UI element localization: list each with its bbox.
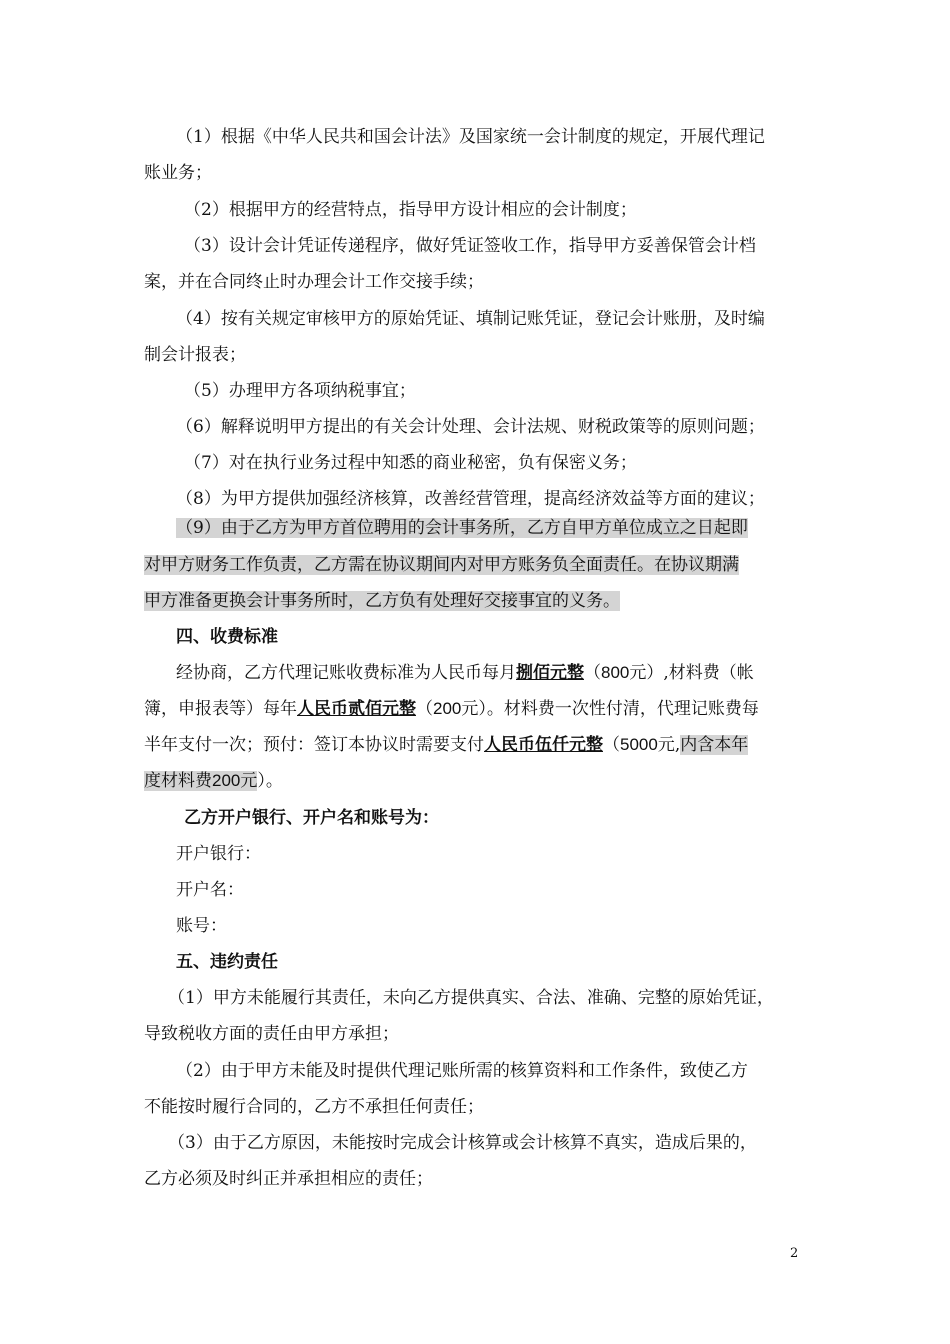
text: 经协商，乙方代理记账收费标准为人民币每月 [176,663,516,683]
clause-2-6: （6）解释说明甲方提出的有关会计处理、会计法规、财税政策等的原则问题； [176,417,765,437]
text: 元 [240,771,258,791]
clause-2-7: （7）对在执行业务过程中知悉的商业秘密，负有保密义务； [184,453,637,473]
clause-2-9-line-3 [144,588,620,614]
text: 半年支付一次；预付：签订本协议时需要支付 [144,735,484,755]
bank-info-heading: 乙方开户银行、开户名和账号为： [184,808,439,828]
highlight: （9）由于乙方为甲方首位聘用的会计事务所，乙方自甲方单位成立之日起即 [176,518,748,538]
liability-2-line-1: （2）由于甲方未能及时提供代理记账所需的核算资料和工作条件，致使乙方 [176,1061,748,1081]
text: 簿，申报表等）每年 [144,699,297,719]
highlight: 甲方准备更换会计事务所时，乙方负有处理好交接事宜的义务。 [144,591,620,611]
text: （ [416,699,433,719]
liability-2-line-2: 不能按时履行合同的，乙方不承担任何责任； [144,1097,484,1117]
liability-3-line-1: （3）由于乙方原因，未能按时完成会计核算或会计核算不真实，造成后果的， [168,1133,757,1153]
fee-line-2 [144,696,759,722]
liability-1-line-2: 导致税收方面的责任由甲方承担； [144,1024,399,1044]
bank-name-label: 开户银行： [176,844,261,864]
highlight [144,771,257,791]
text: 元）。材料费一次性付清，代理记账费每 [461,699,759,719]
text: （ [584,663,601,683]
highlight: 对甲方财务工作负责，乙方需在协议期间内对甲方账务负全面责任。在协议期满 [144,555,739,575]
clause-2-9-line-1 [176,515,748,541]
clause-2-3-line-2: 案，并在合同终止时办理会计工作交接手续； [144,272,484,292]
clause-2-9-line-2 [144,552,739,578]
clause-2-1-line-2: 账业务； [144,163,212,183]
page-number: 2 [790,1246,799,1261]
section-4-heading: 四、收费标准 [176,627,278,647]
account-name-label: 开户名： [176,880,244,900]
underlined-amount: 人民币贰佰元整 [297,699,416,719]
fee-line-1 [176,660,754,686]
clause-2-1-line-1: （1）根据《中华人民共和国会计法》及国家统一会计制度的规定，开展代理记 [176,127,765,147]
section-5-heading: 五、违约责任 [176,952,278,972]
clause-2-8: （8）为甲方提供加强经济核算，改善经营管理，提高经济效益等方面的建议； [176,489,765,509]
clause-2-4-line-1: （4）按有关规定审核甲方的原始凭证、填制记账凭证，登记会计账册，及时编 [176,309,765,329]
number: 200 [212,771,241,790]
text: （ [603,735,620,755]
number: 5000 [620,735,658,754]
fee-line-4 [144,768,283,794]
number: 800 [601,663,630,682]
liability-3-line-2: 乙方必须及时纠正并承担相应的责任； [144,1169,433,1189]
text: 元）,材料费（帐 [629,663,754,683]
text: 元, [657,735,681,755]
text: ）。 [257,771,283,791]
clause-2-3-line-1: （3）设计会计凭证传递程序，做好凭证签收工作，指导甲方妥善保管会计档 [184,236,756,256]
number: 200 [433,699,462,718]
text: 度材料费 [144,771,212,791]
liability-1-line-1: （1）甲方未能履行其责任，未向乙方提供真实、合法、准确、完整的原始凭证， [168,988,774,1008]
underlined-amount: 捌佰元整 [516,663,584,683]
fee-line-3 [144,732,748,758]
clause-2-2: （2）根据甲方的经营特点，指导甲方设计相应的会计制度； [184,200,637,220]
clause-2-4-line-2: 制会计报表； [144,345,246,365]
clause-2-5: （5）办理甲方各项纳税事宜； [184,381,416,401]
account-number-label: 账号： [176,916,227,936]
highlight: 内含本年 [680,735,749,755]
underlined-amount: 人民币伍仟元整 [484,735,603,755]
